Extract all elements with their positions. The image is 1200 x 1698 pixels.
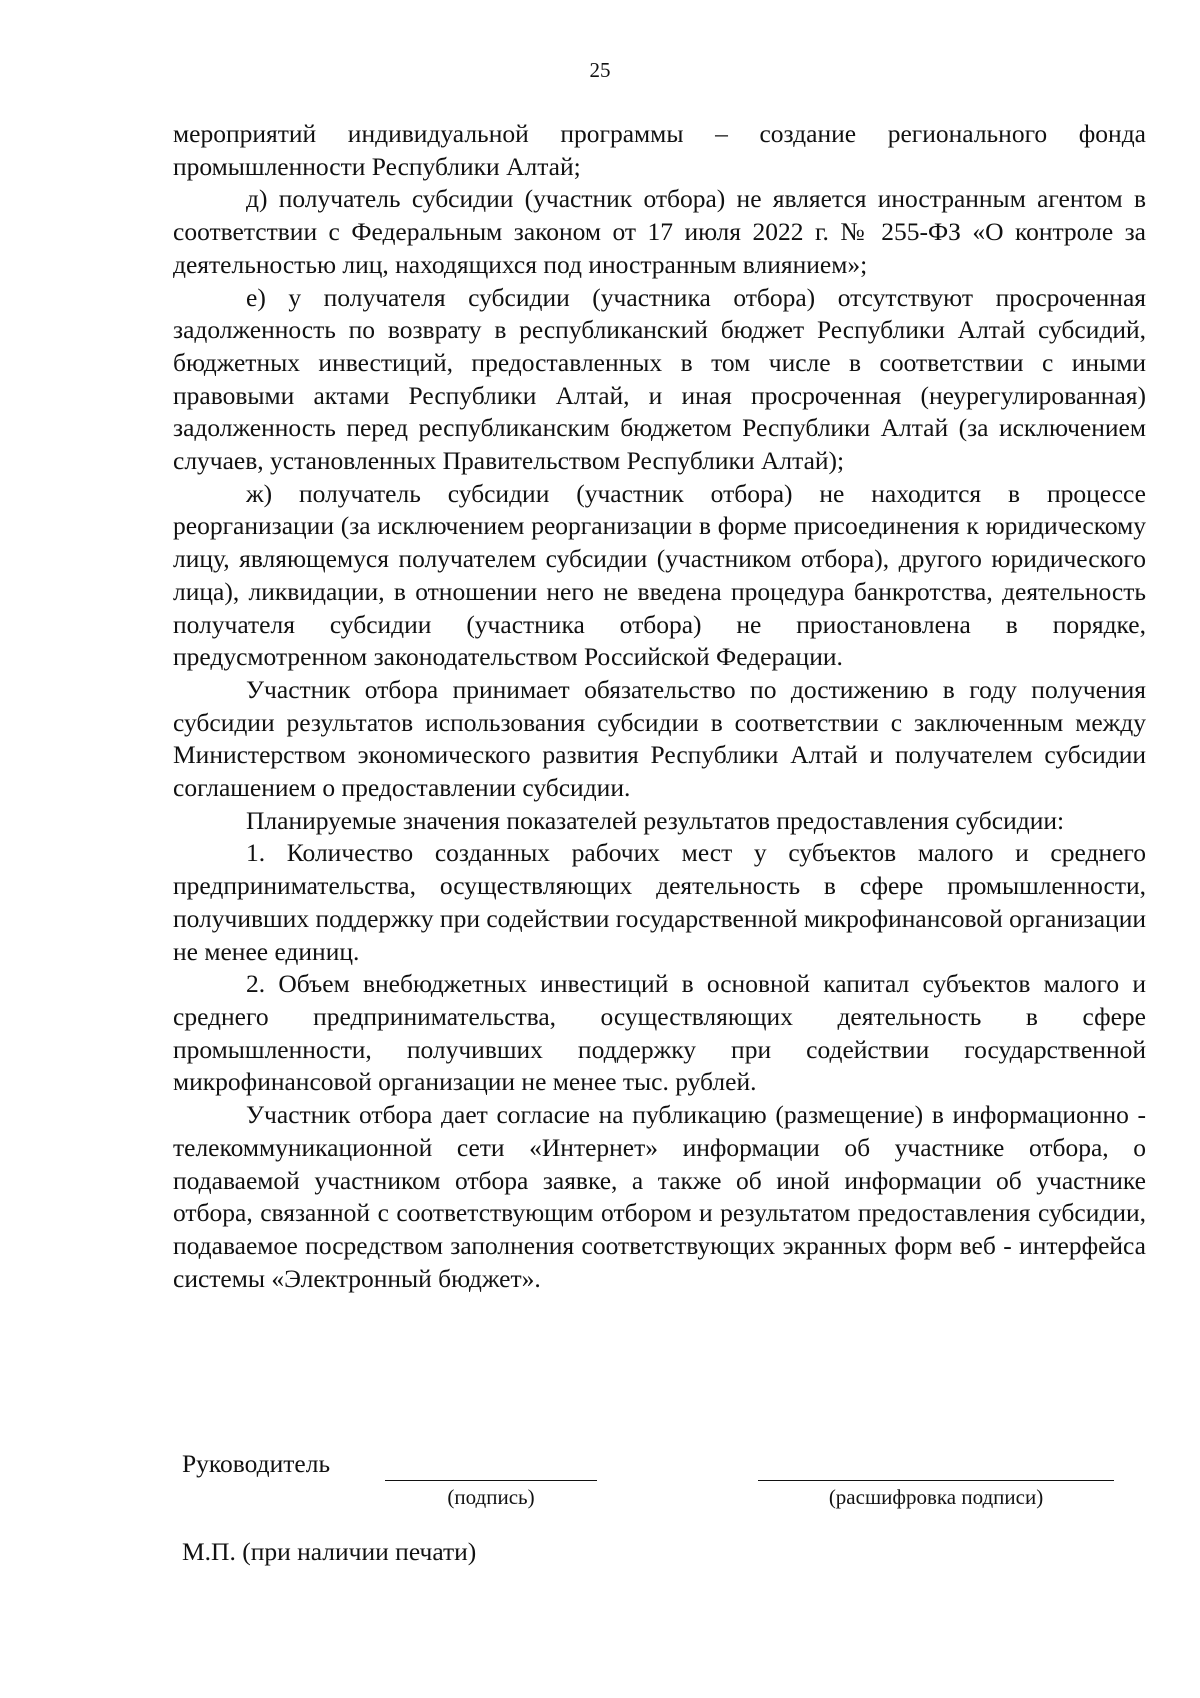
signature-label: Руководитель <box>182 1449 331 1478</box>
paragraph-consent: Участник отбора дает согласие на публикацию (размещение) в информационно - телекоммуникационной сети «Интернет» информации об участнике отбора, о подаваемой участником отбора заявке, а также об иной информации об участнике отбора, связанной с соответствующим отбором и результатом предоставления субсидии, подаваемое посредством заполнения соответствующих экранных форм веб - интерфейса системы «Электронный бюджет». <box>173 1100 1146 1293</box>
stamp-note: М.П. (при наличии печати) <box>182 1537 477 1566</box>
paragraph-obligation: Участник отбора принимает обязательство по достижению в году получения субсидии результатов использования субсидии в соответствии с заключенным между Министерством экономического развития Республики Алтай и получателем субсидии соглашением о предоставлении субсидии. <box>173 674 1146 803</box>
paragraph-planned-values: Планируемые значения показателей результатов предоставления субсидии: <box>246 805 1065 835</box>
signature-decoding-line <box>758 1480 1114 1481</box>
paragraph-continuation: мероприятий индивидуальной программы – создание регионального фонда промышленности Республики Алтай; <box>173 119 1146 181</box>
paragraph-item-d: д) получатель субсидии (участник отбора) не является иностранным агентом в соответствии с Федеральным законом от 17 июля 2022 г. № 255-ФЗ «О контроле за деятельностью лиц, находящихся под иностранным влиянием»; <box>173 184 1146 279</box>
signature-line <box>385 1480 597 1481</box>
paragraph-indicator-1: 1. Количество созданных рабочих мест у субъектов малого и среднего предпринимательства, осуществляющих деятельность в сфере промышленности, получивших поддержку при содействии государственной микрофинансовой организации не менее единиц. <box>173 838 1146 966</box>
page-number: 25 <box>589 58 611 82</box>
signature-decoding-caption: (расшифровка подписи) <box>828 1485 1044 1509</box>
paragraph-item-zh: ж) получатель субсидии (участник отбора) не находится в процессе реорганизации (за исключением реорганизации в форме присоединения к юридическому лицу, являющемуся получателем субсидии (участником отбора), другого юридического лица), ликвидации, в отношении него не введена процедура банкротства, деятельность получателя субсидии (участника отбора) не приостановлена в порядке, предусмотренном законодательством Российской Федерации. <box>173 478 1146 672</box>
paragraph-item-e: е) у получателя субсидии (участника отбора) отсутствуют просроченная задолженность по возврату в республиканский бюджет Республики Алтай субсидий, бюджетных инвестиций, предоставленных в том числе в соответствии с иными правовыми актами Республики Алтай, и иная просроченная (неурегулированная) задолженность перед республиканским бюджетом Республики Алтай (за исключением случаев, установленных Правительством Республики Алтай); <box>173 282 1146 476</box>
signature-caption: (подпись) <box>447 1485 535 1509</box>
paragraph-indicator-2: 2. Объем внебюджетных инвестиций в основной капитал субъектов малого и среднего предпринимательства, осуществляющих деятельность в сфере промышленности, получивших поддержку при содействии государственной микрофинансовой организации не менее тыс. рублей. <box>173 969 1146 1097</box>
